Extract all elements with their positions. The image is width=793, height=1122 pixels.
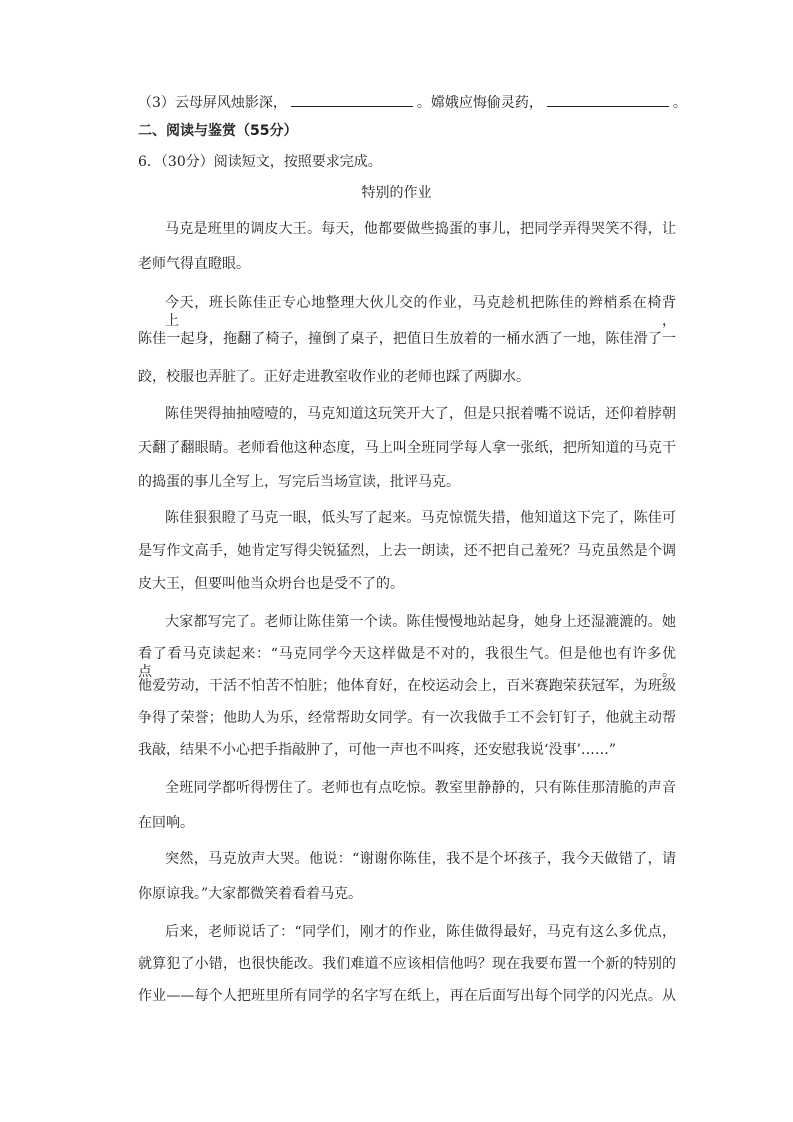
paragraph-line: 在回响。	[138, 815, 194, 831]
paragraph-line: 陈佳哭得抽抽噎噎的，马克知道这玩笑开大了，但是只抿着嘴不说话，还仰着脖朝	[165, 406, 676, 422]
paragraph-line: 陈佳狠狠瞪了马克一眼，低头写了起来。马克惊慌失措，他知道这下完了，陈佳可	[165, 510, 676, 526]
paragraph-line: 大家都写完了。老师让陈佳第一个读。陈佳慢慢地站起身，她身上还湿漉漉的。她	[165, 614, 676, 630]
paragraph-line: 他爱劳动，干活不怕苦不怕脏；他体育好，在校运动会上，百米赛跑荣获冠军，为班级	[138, 678, 676, 694]
paragraph-line: 作业——每个人把班里所有同学的名字写在纸上，再在后面写出每个同学的闪光点。从	[138, 988, 676, 1004]
article-title: 特别的作业	[361, 185, 432, 201]
paragraph-line: 我敲，结果不小心把手指敲肿了，可他一声也不叫疼，还安慰我说‘没事’……”	[138, 742, 617, 758]
paragraph-line: 马克是班里的调皮大王。每天，他都要做些捣蛋的事儿，把同学弄得哭笑不得，让	[165, 221, 676, 237]
paragraph-line: 的捣蛋的事儿全写上，写完后当场宣读，批评马克。	[138, 474, 460, 490]
paragraph-line: 你原谅我。”大家都微笑着看着马克。	[138, 886, 363, 902]
paragraph-line: 天翻了翻眼睛。老师看他这种态度，马上叫全班同学每人拿一张纸，把所知道的马克干	[138, 440, 676, 456]
paragraph-line: 就算犯了小错，也很快能改。我们难道不应该相信他吗？现在我要布置一个新的特别的	[138, 956, 676, 972]
paragraph-line: 全班同学都听得愣住了。老师也有点吃惊。教室里静静的，只有陈佳那清脆的声音	[165, 780, 676, 796]
paragraph-line: 皮大王，但要叫他当众坍台也是受不了的。	[138, 576, 404, 592]
fill-blank-middle: 。嫦娥应悔偷灵药，	[416, 95, 543, 111]
paragraph-line: 今天，班长陈佳正专心地整理大伙儿交的作业，马克趁机把陈佳的辫梢系在椅背上，	[165, 295, 676, 329]
paragraph-line: 争得了荣誉；他助人为乐，经常帮助女同学。有一次我做手工不会钉钉子，他就主动帮	[138, 710, 676, 726]
fill-blank-prefix: （3）云母屏风烛影深，	[138, 95, 287, 111]
paragraph-line: 陈佳一起身，拖翻了椅子，撞倒了桌子，把值日生放着的一桶水洒了一地，陈佳滑了一	[138, 331, 676, 347]
paragraph-line: 是写作文高手，她肯定写得尖锐猛烈，上去一朗读，还不把自己羞死？马克虽然是个调	[138, 543, 676, 559]
answer-blank-1[interactable]	[291, 92, 413, 107]
paragraph-line: 后来，老师说话了：“同学们，刚才的作业，陈佳做得最好，马克有这么多优点，	[165, 924, 676, 940]
answer-blank-2[interactable]	[547, 92, 669, 107]
fill-blank-line	[138, 92, 687, 112]
paragraph-line: 老师气得直瞪眼。	[138, 256, 250, 272]
paragraph-line: 看了看马克读起来：“马克同学今天这样做是不对的，我很生气。但是他也有许多优点。	[138, 646, 676, 680]
question-prompt: 6．（30分）阅读短文，按照要求完成。	[138, 154, 382, 170]
fill-blank-suffix: 。	[672, 95, 687, 111]
paragraph-line: 突然，马克放声大哭。他说：“谢谢你陈佳，我不是个坏孩子，我今天做错了，请	[165, 851, 676, 867]
section-heading: 二、阅读与鉴赏（55分）	[138, 123, 298, 139]
paragraph-line: 跤，校服也弄脏了。正好走进教室收作业的老师也踩了两脚水。	[138, 369, 530, 385]
